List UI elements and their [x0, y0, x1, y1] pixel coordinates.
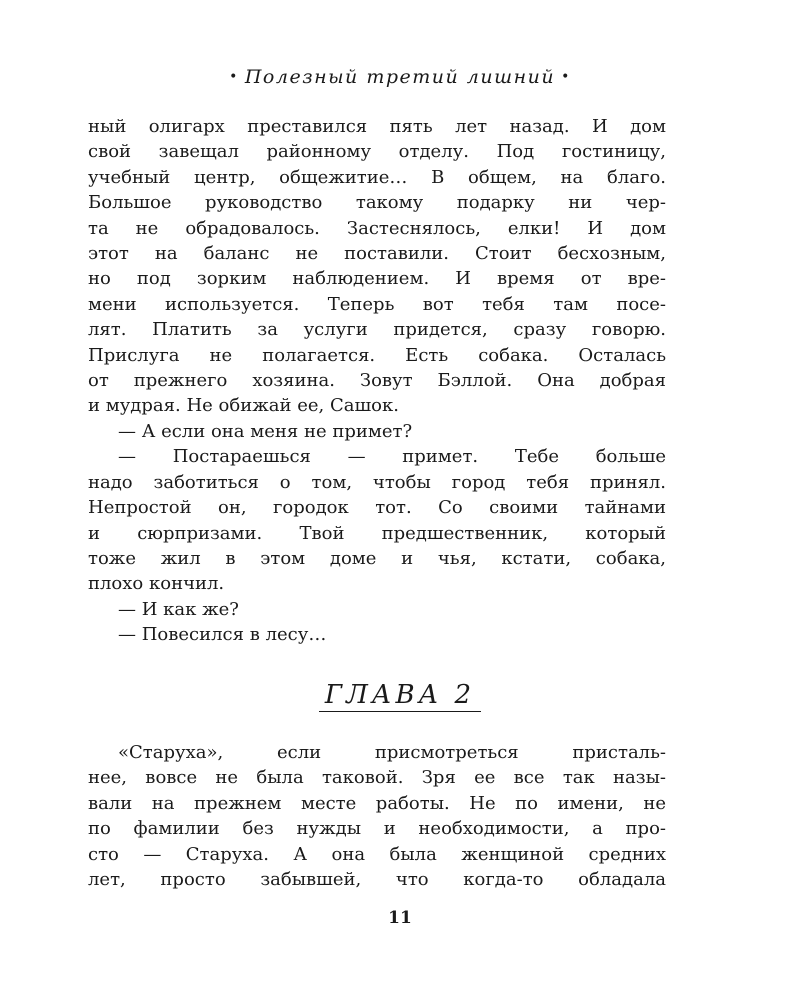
text-line: и сюрпризами. Твой предшественник, который — [88, 522, 666, 544]
text-line: сто — Старуха. А она была женщиной средних — [88, 843, 666, 865]
page-number: 11 — [388, 908, 412, 928]
text-line: учебный центр, общежитие… В общем, на благо. — [88, 166, 666, 188]
chapter-title: ГЛАВА 2 — [319, 680, 481, 712]
running-header — [0, 66, 800, 88]
text-line: нее, вовсе не была таковой. Зря ее все так назы- — [88, 767, 666, 789]
text-line: свой завещал районному отделу. Под гостиницу, — [88, 141, 666, 163]
text-line: этот на баланс не поставили. Стоит бесхозным, — [88, 243, 666, 265]
text-line: Непростой он, городок тот. Со своими тайнами — [88, 497, 666, 519]
body-text-top — [88, 114, 666, 648]
dialogue-line: — Повесился в лесу… — [118, 624, 327, 646]
text-line: ный олигарх преставился пять лет назад. И дом — [88, 116, 666, 137]
text-line: плохо кончил. — [88, 573, 225, 595]
running-header-title: Полезный третий лишний — [244, 66, 556, 88]
text-line: «Старуха», если присмотреться присталь- — [118, 742, 666, 763]
text-line: надо заботиться о том, чтобы город тебя принял. — [88, 471, 666, 493]
text-line: лет, просто забывшей, что когда-то обладала — [88, 869, 666, 891]
body-text-bottom — [88, 740, 666, 892]
text-line: та не обрадовалось. Застеснялось, елки! И дом — [88, 217, 666, 239]
dialogue-line: — Постараешься — примет. Тебе больше — [118, 446, 666, 468]
text-line: по фамилии без нужды и необходимости, а про- — [88, 818, 666, 840]
header-ornament-left: • — [229, 69, 239, 85]
text-line: тоже жил в этом доме и чья, кстати, собака, — [88, 547, 666, 569]
header-ornament-right: • — [561, 69, 571, 85]
text-line: и мудрая. Не обижай ее, Сашок. — [88, 395, 399, 417]
dialogue-line: — А если она меня не примет? — [118, 420, 413, 442]
text-line: мени используется. Теперь вот тебя там посе- — [88, 293, 666, 315]
text-line: Большое руководство такому подарку ни чер- — [88, 192, 666, 214]
dialogue-line: — И как же? — [118, 598, 239, 620]
text-line: вали на прежнем месте работы. Не по имени, не — [88, 792, 666, 814]
chapter-heading — [0, 680, 800, 712]
text-line: от прежнего хозяина. Зовут Бэллой. Она добрая — [88, 370, 666, 392]
text-line: лят. Платить за услуги придется, сразу говорю. — [88, 319, 666, 341]
text-line: Прислуга не полагается. Есть собака. Осталась — [88, 344, 666, 366]
text-line: но под зорким наблюдением. И время от вре- — [88, 268, 666, 290]
